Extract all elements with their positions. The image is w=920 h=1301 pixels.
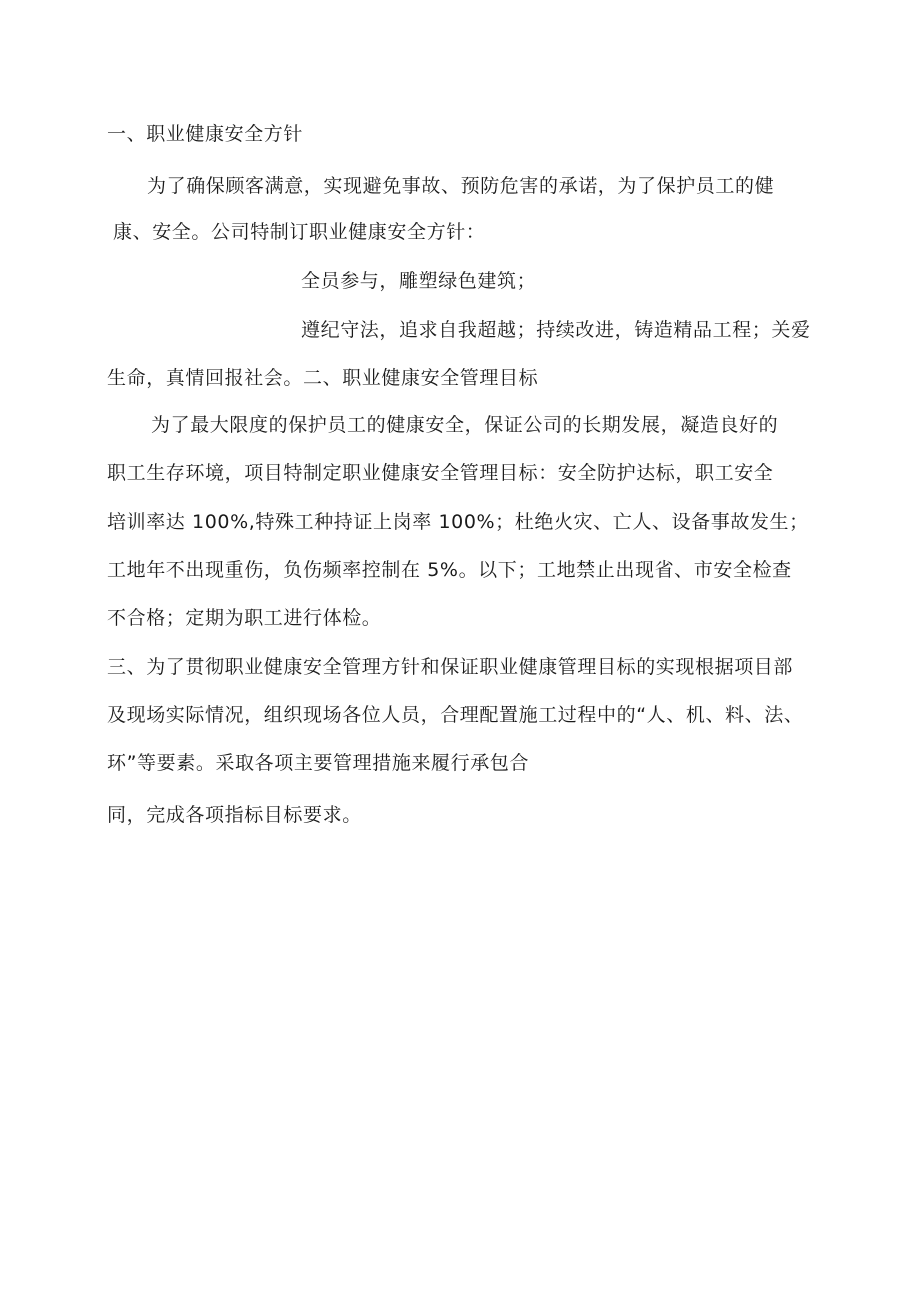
section-heading-policy: 一、职业健康安全方针 bbox=[107, 123, 304, 145]
paragraph-line: 职工生存环境，项目特制定职业健康安全管理目标：安全防护达标，职工安全 bbox=[107, 462, 774, 484]
paragraph-line: 不合格；定期为职工进行体检。 bbox=[107, 607, 382, 629]
paragraph-line: 为了确保顾客满意，实现避免事故、预防危害的承诺，为了保护员工的健 bbox=[147, 175, 775, 197]
paragraph-line: 全员参与，雕塑绿色建筑； bbox=[301, 270, 537, 292]
paragraph-line: 遵纪守法，追求自我超越；持续改进，铸造精品工程；关爱 bbox=[301, 319, 811, 341]
paragraph-line: 及现场实际情况，组织现场各位人员，合理配置施工过程中的“人、机、料、法、 bbox=[107, 704, 804, 726]
paragraph-line: 康、安全。公司特制订职业健康安全方针： bbox=[113, 221, 486, 243]
paragraph-line: 生命，真情回报社会。二、职业健康安全管理目标 bbox=[107, 367, 539, 389]
paragraph-line: 三、为了贯彻职业健康安全管理方针和保证职业健康管理目标的实现根据项目部 bbox=[107, 656, 794, 678]
paragraph-line: 环”等要素。采取各项主要管理措施来履行承包合 bbox=[107, 752, 530, 774]
paragraph-line: 培训率达 100%,特殊工种持证上岗率 100%；杜绝火灾、亡人、设备事故发生； bbox=[107, 511, 809, 533]
paragraph-line: 工地年不出现重伤，负伤频率控制在 5%。以下；工地禁止出现省、市安全检查 bbox=[107, 559, 792, 581]
paragraph-line: 为了最大限度的保护员工的健康安全，保证公司的长期发展，凝造良好的 bbox=[151, 414, 779, 436]
paragraph-line: 同，完成各项指标目标要求。 bbox=[107, 804, 362, 826]
